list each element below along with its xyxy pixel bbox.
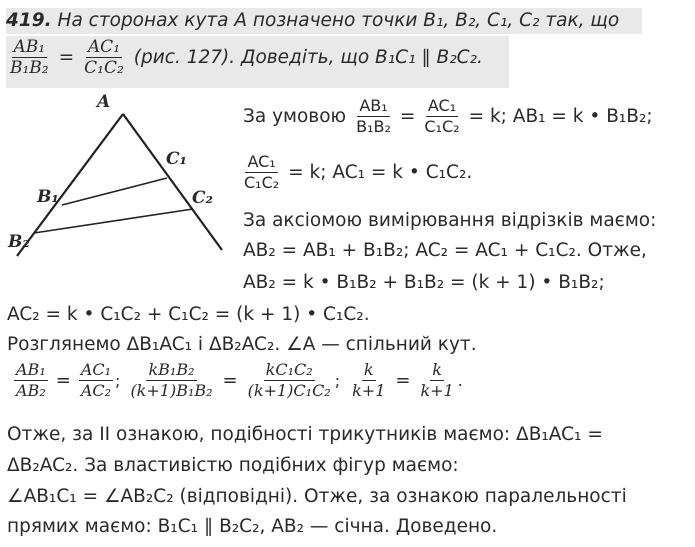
segment-B2C2: [34, 209, 193, 233]
fraction-denominator: C₁C₂: [84, 58, 124, 78]
fraction-denominator: B₁B₂: [10, 58, 49, 78]
fraction-numerator: k: [363, 360, 374, 379]
fraction-numerator: kC₁C₂: [265, 360, 313, 379]
fraction: [14, 360, 48, 401]
fraction-numerator: kB₁B₂: [148, 360, 195, 379]
solution-line3: За аксіомою вимірювання відрізків маємо:: [243, 210, 657, 231]
fraction-numerator: AB₁: [13, 37, 46, 57]
problem-ratio-left: [8, 37, 51, 78]
fraction-denominator: AC₂: [80, 381, 112, 400]
fraction-numerator: AC₁: [427, 96, 457, 115]
solution-line10: ΔB₂AC₂. За властивістю подібних фігур маємо:: [7, 455, 459, 476]
label-C1: C₁: [166, 149, 187, 169]
problem-statement-line1: [6, 8, 642, 34]
problem-text-line2: (рис. 127). Доведіть, що B₁C₁ ∥ B₂C₂.: [133, 46, 483, 68]
fraction-numerator: k: [432, 360, 442, 379]
fraction-numerator: AB₁: [359, 96, 388, 115]
fraction-denominator: AB₂: [16, 381, 46, 400]
solution-line6: AC₂ = k • C₁C₂ + C₁C₂ = (k + 1) • C₁C₂.: [7, 304, 370, 325]
problem-number: 419.: [6, 10, 52, 31]
fraction-numerator: AB₁: [16, 360, 46, 379]
fraction: [79, 360, 113, 401]
fraction-denominator: B₁B₂: [356, 117, 391, 136]
solution-line4: AB₂ = AB₁ + B₁B₂; AC₂ = AC₁ + C₁C₂. Отже,: [243, 240, 647, 261]
fraction: [242, 152, 281, 193]
side-AC2: [123, 114, 222, 250]
fraction-denominator: k+1: [420, 381, 454, 400]
ratio-chain: $\frac{\text{AB₁}}{\text{AB₂}}$ = $\frac{\text{AC₁}}{\text{AC₂}}$ ; $\frac{\text{kB₁B₂}}{\text{(k+1)B₁B₂}}$ = $\frac{\text{kC₁C₂}}{\text{(k+1)C₁C₂}}$ ; $\frac{k}{k+1}$ = $\frac{k}{k+1}$ .: [16, 360, 463, 400]
solution-line12: прямих маємо: B₁C₁ ∥ B₂C₂, AB₂ — січна. Доведено.: [7, 516, 498, 537]
fraction-denominator: C₁C₂: [424, 117, 460, 136]
solution-line2: [240, 152, 472, 193]
fraction: [418, 360, 455, 401]
solution-line9: Отже, за II ознакою, подібності трикутників маємо: ΔB₁AC₁ =: [7, 424, 603, 445]
fraction-denominator: (k+1)B₁B₂: [130, 381, 213, 400]
fraction-denominator: C₁C₂: [244, 173, 280, 192]
label-C2: C₂: [192, 188, 213, 208]
fraction: [246, 360, 333, 401]
problem-ratio-right: [82, 37, 126, 78]
fraction: [354, 96, 393, 137]
fraction: [422, 96, 461, 137]
label-B2: B₂: [8, 232, 30, 252]
segment-B1C1: [62, 178, 167, 205]
solution-text: = k; AC₁ = k • C₁C₂.: [288, 161, 473, 183]
triangle-figure: [0, 88, 240, 268]
problem-ratio-row: $\frac{\text{AB₁}}{\text{B₁B₂}}$ = $\frac{\text{AC₁}}{\text{C₁C₂}}$ (рис. 127). Доведіть, що B₁C₁ ∥ B₂C₂.: [10, 37, 483, 78]
fraction-denominator: k+1: [352, 381, 386, 400]
fraction-numerator: AC₁: [80, 360, 112, 379]
side-AB2: [17, 114, 123, 256]
fraction-numerator: AC₁: [247, 152, 276, 171]
solution-line7: Розглянемо ΔB₁AC₁ і ΔB₂AC₂. ∠A — спільний кут.: [7, 334, 477, 355]
fraction: [128, 360, 214, 401]
label-A: A: [97, 92, 111, 112]
fraction: [350, 360, 387, 401]
fraction-denominator: (k+1)C₁C₂: [247, 381, 331, 400]
label-B1: B₁: [37, 187, 59, 207]
solution-line11: ∠AB₁C₁ = ∠AB₂C₂ (відповідні). Отже, за ознакою паралельності: [7, 486, 627, 507]
fraction-numerator: AC₁: [87, 37, 121, 57]
solution-text: За умовою: [243, 105, 347, 127]
problem-text: На сторонах кута A позначено точки B₁, B₂, C₁, C₂ так, що: [57, 10, 620, 31]
solution-line5: AB₂ = k • B₁B₂ + B₁B₂ = (k + 1) • B₁B₂;: [243, 272, 605, 293]
solution-line1: За умовою $\frac{\text{AB₁}}{\text{B₁B₂}}$ = $\frac{\text{AC₁}}{\text{C₁C₂}}$ = k; AB₁ = k • B₁B₂;: [243, 96, 653, 136]
solution-text: = k; AB₁ = k • B₁B₂;: [468, 105, 653, 127]
